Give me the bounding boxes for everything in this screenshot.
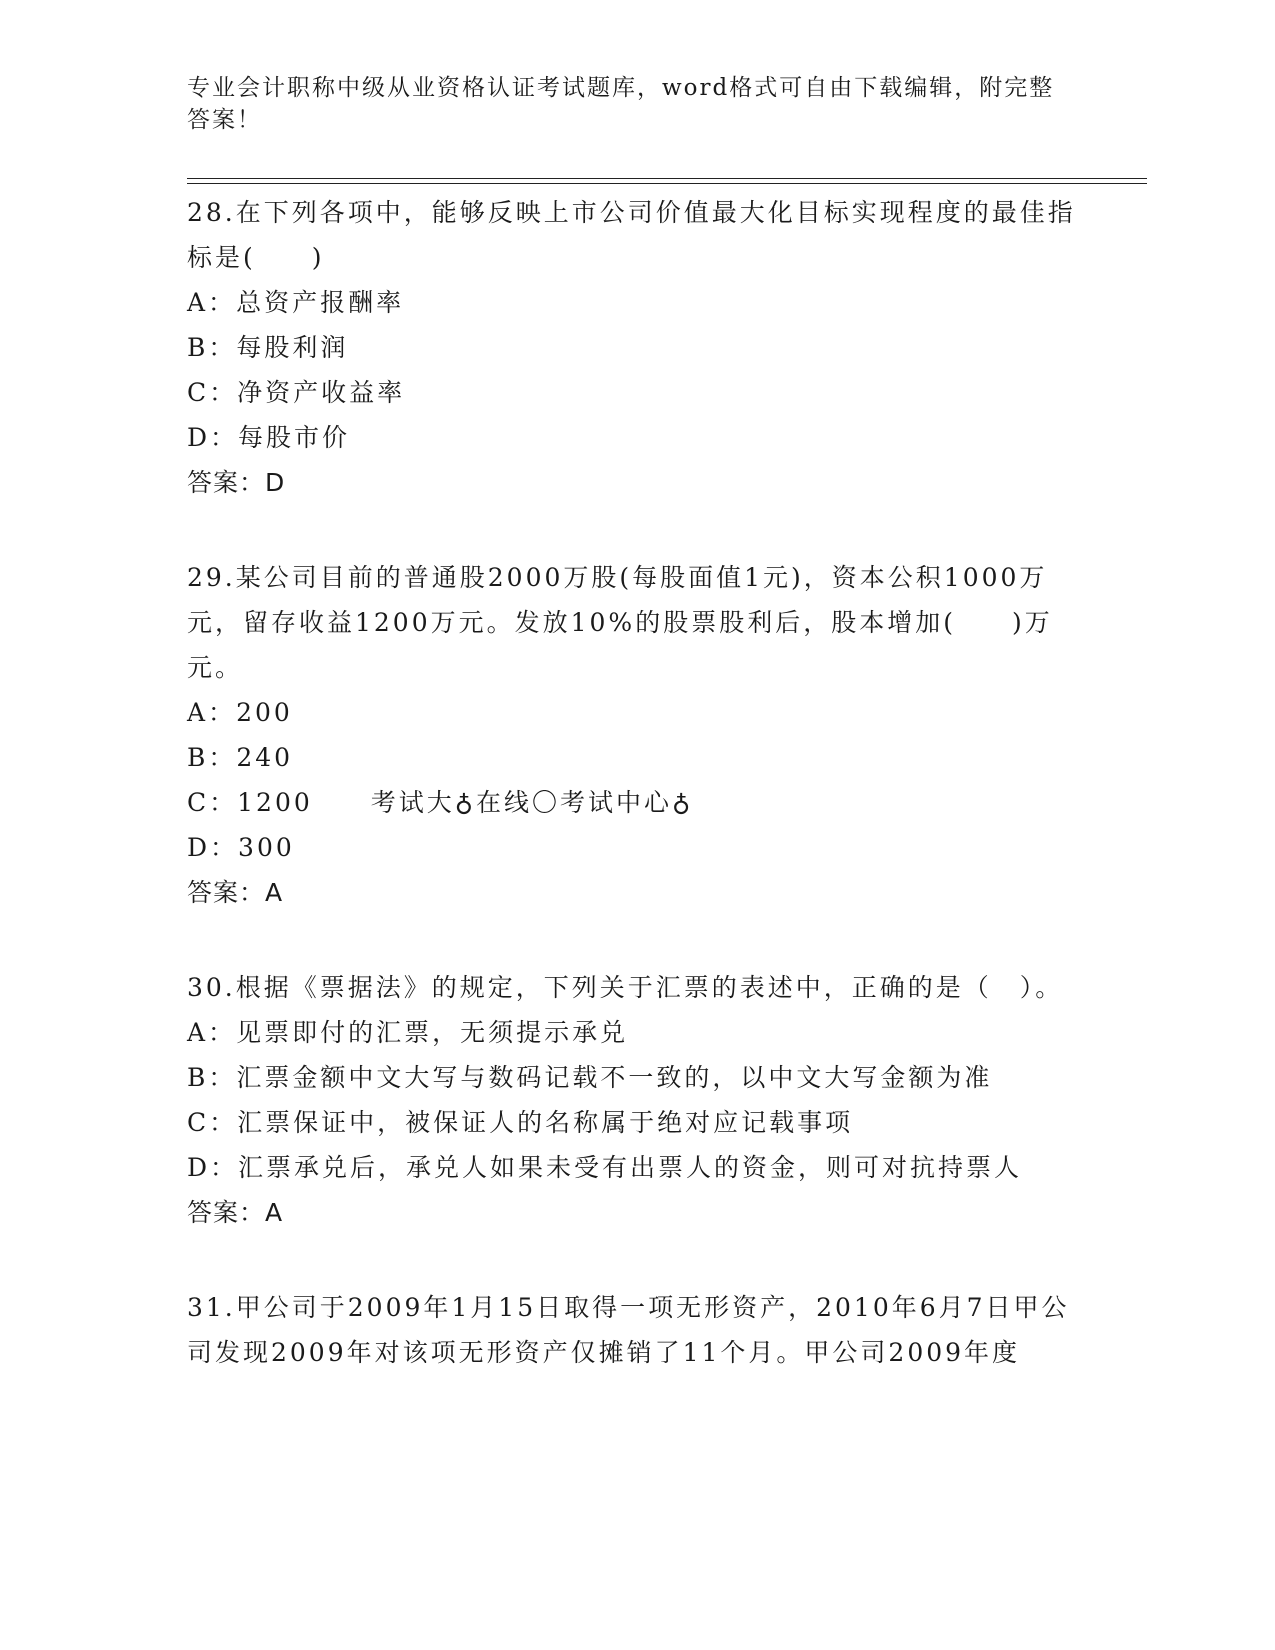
option-text: 300 [238,833,295,862]
question-31 [187,1285,1087,1375]
question-number: 31. [187,1293,236,1322]
option-d [187,825,1087,870]
header-rule-bottom [187,183,1147,184]
answer-label: 答案： [187,878,266,907]
option-text: 净资产收益率 [237,378,406,407]
question-stem [187,965,1087,1010]
question-number: 28. [187,198,236,227]
option-text: 汇票承兑后，承兑人如果未受有出票人的资金，则可对抗持票人 [238,1153,1023,1182]
question-stem [187,190,1087,280]
header-rule-top [187,178,1147,179]
option-label: B： [187,1063,237,1092]
question-list [187,190,1087,1425]
option-a [187,1010,1087,1055]
answer-label: 答案： [187,1198,266,1227]
answer-value: A [265,1198,284,1227]
question-29 [187,555,1087,915]
question-number: 30. [187,973,236,1002]
question-stem [187,1285,1087,1375]
question-30 [187,965,1087,1235]
answer-line [187,1190,1087,1235]
question-text: 根据《票据法》的规定，下列关于汇票的表述中，正确的是（ ）。 [235,973,1064,1002]
option-label: A： [187,698,237,727]
option-label: C： [187,1108,238,1137]
answer-value: D [265,468,286,497]
option-label: D： [187,833,239,862]
option-b [187,735,1087,780]
option-label: B： [187,333,237,362]
option-d [187,415,1087,460]
answer-value: A [265,878,284,907]
option-d [187,1145,1087,1190]
option-text: 240 [236,743,294,772]
option-c [187,1100,1087,1145]
watermark-text: 考试大♁在线〇考试中心♁ [370,788,694,817]
option-text: 汇票金额中文大写与数码记载不一致的，以中文大写金额为准 [236,1063,993,1092]
option-b [187,325,1087,370]
answer-label: 答案： [187,468,266,497]
option-label: A： [187,1018,237,1047]
question-28 [187,190,1087,505]
option-text: 汇票保证中，被保证人的名称属于绝对应记载事项 [237,1108,854,1137]
question-number: 29. [187,563,236,592]
option-text: 200 [236,698,293,727]
option-label: D： [187,423,239,452]
option-text: 见票即付的汇票，无须提示承兑 [236,1018,629,1047]
option-c [187,780,1087,825]
option-a [187,690,1087,735]
page-header: 专业会计职称中级从业资格认证考试题库，word格式可自由下载编辑，附完整答案！ [187,75,1055,133]
option-c [187,370,1087,415]
option-b [187,1055,1087,1100]
option-label: A： [187,288,237,317]
question-text: 甲公司于2009年1月15日取得一项无形资产，2010年6月7日甲公司发现2009年对该项无形资产仅摊销了11个月。甲公司2009年度 [187,1293,1070,1367]
option-label: C： [187,378,238,407]
question-stem [187,555,1087,690]
answer-line [187,460,1087,505]
answer-line [187,870,1087,915]
option-text: 每股利润 [236,333,349,362]
option-a [187,280,1087,325]
question-text: 在下列各项中，能够反映上市公司价值最大化目标实现程度的最佳指标是( ) [187,198,1076,272]
option-label: D： [187,1153,239,1182]
option-text: 每股市价 [238,423,351,452]
option-label: C： [187,788,238,817]
question-text: 某公司目前的普通股2000万股(每股面值1元)，资本公积1000万元，留存收益1200万元。发放10%的股票股利后，股本增加( )万元。 [187,563,1053,682]
option-text: 1200 [237,788,313,817]
option-text: 总资产报酬率 [236,288,405,317]
option-label: B： [187,743,237,772]
